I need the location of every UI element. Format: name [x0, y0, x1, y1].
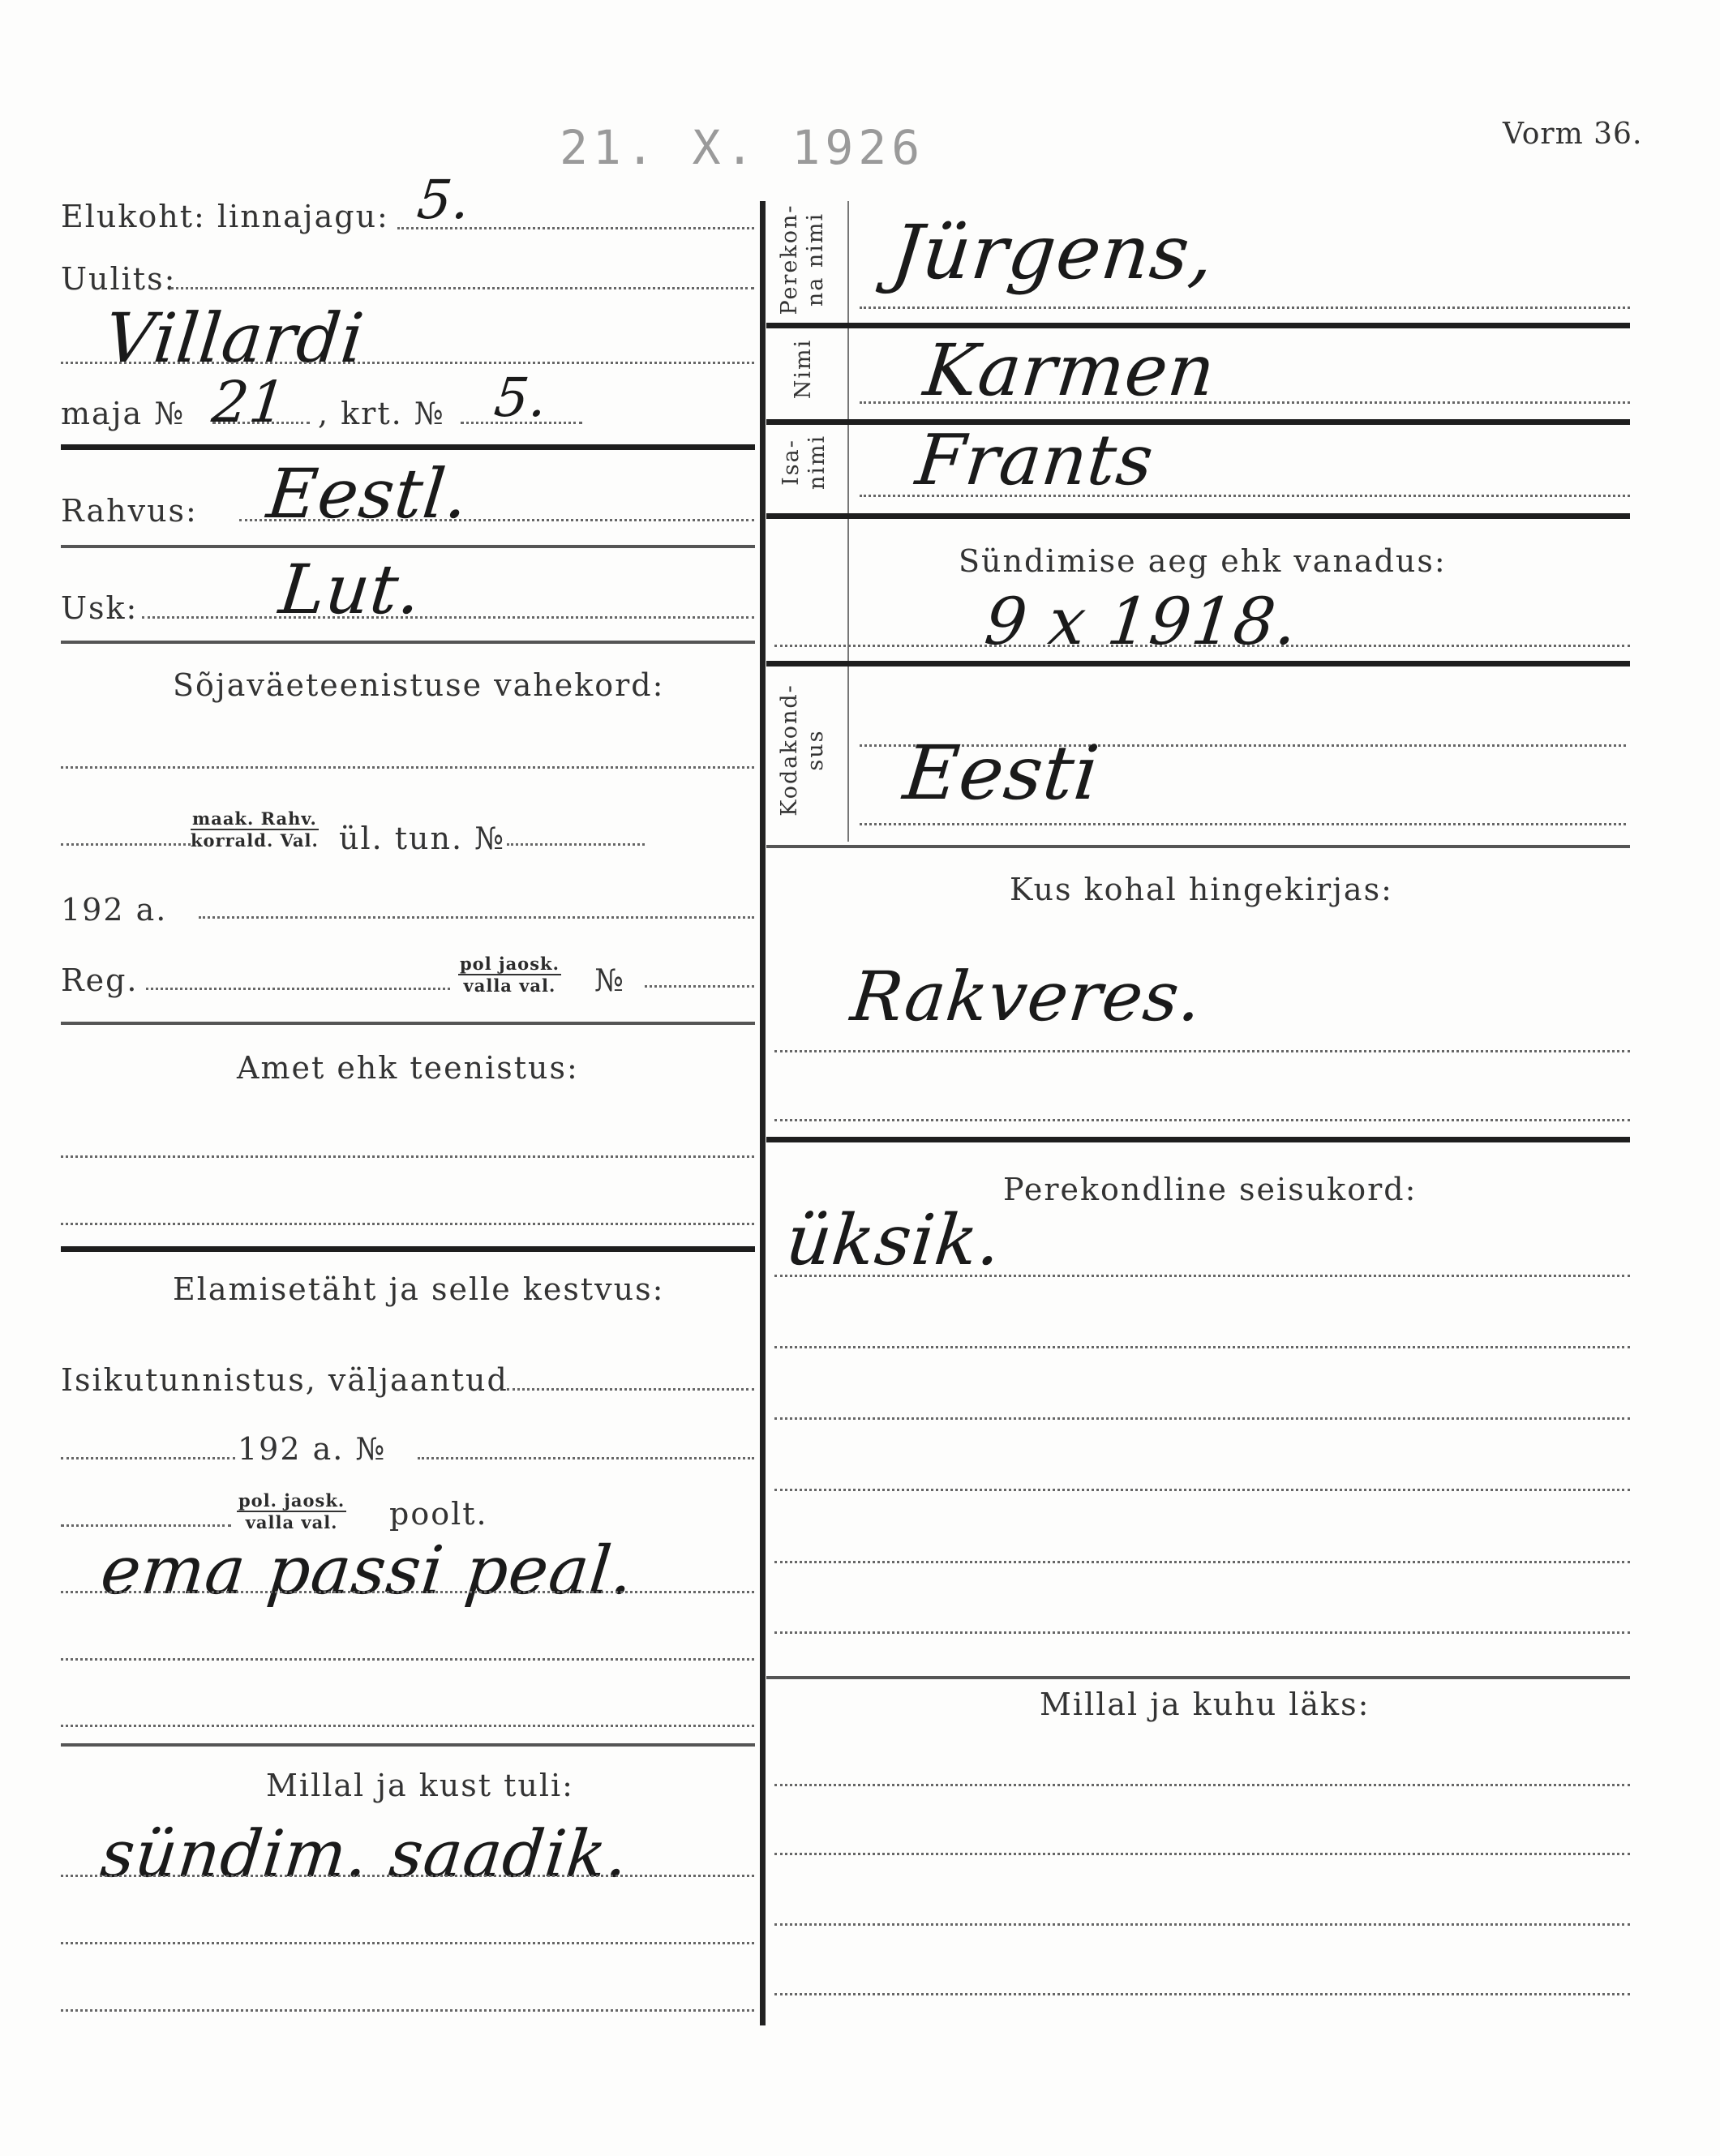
sojavae-line-2a: [61, 843, 191, 846]
year2-label: 192 a. №: [238, 1431, 387, 1467]
ul-tun-label: ül. tun. №: [339, 821, 506, 856]
isanimi-label: Isa- nimi: [779, 434, 830, 491]
usk-label: Usk:: [61, 590, 139, 626]
pol-fraction: [458, 954, 561, 996]
divider-amet: [61, 1246, 755, 1252]
perekondline-line-3: [774, 1417, 1630, 1420]
krt-value: 5.: [491, 366, 551, 429]
uulits-value: Villardi: [101, 298, 368, 378]
amet-heading: Amet ehk teenistus:: [237, 1050, 579, 1086]
kodakondsus-line-2: [860, 823, 1626, 825]
divider-perekonnanimi: [766, 323, 1630, 328]
year-line: [199, 916, 754, 919]
form-number: Vorm 36.: [1503, 118, 1643, 151]
divider-synd: [766, 661, 1630, 667]
synd-heading: Sündimise aeg ehk vanadus:: [959, 543, 1447, 579]
reg-label: Reg.: [61, 962, 139, 998]
divider-elamis: [61, 1743, 755, 1747]
center-divider: [760, 201, 766, 2025]
millal-tuli-heading: Millal ja kust tuli:: [266, 1768, 574, 1803]
sojavae-heading: Sõjaväeteenistuse vahekord:: [173, 667, 665, 703]
uulits-line-2: [61, 362, 754, 364]
ul-tun-line: [507, 843, 645, 846]
rahvus-label: Rahvus:: [61, 493, 198, 529]
millal-laks-heading: Millal ja kuhu läks:: [1040, 1687, 1370, 1722]
millal-tuli-line-3: [61, 2009, 754, 2012]
pol-fraction-2: [237, 1490, 346, 1532]
millal-tuli-line-1: [61, 1875, 754, 1877]
fraction-top: pol. jaosk.: [238, 1490, 345, 1511]
kodakondsus-value: Eesti: [899, 730, 1104, 817]
poolt-line: [61, 1524, 231, 1527]
sojavae-line-1: [61, 766, 754, 769]
perekondline-line-5: [774, 1561, 1630, 1563]
divider-usk: [61, 641, 755, 644]
isanimi-line: [860, 495, 1630, 497]
divider-isanimi: [766, 513, 1630, 519]
divider-reg: [61, 1022, 755, 1025]
perekonnanimi-value: Jürgens,: [887, 209, 1219, 296]
isikutunnistus-label: Isikutunnistus, väljaantud: [61, 1362, 508, 1398]
perekondline-line-2: [774, 1346, 1630, 1348]
year-label: 192 a.: [61, 892, 168, 928]
millal-tuli-value: sündim. saadik.: [97, 1816, 633, 1892]
rahvus-value: Eestl.: [263, 454, 473, 534]
millal-tuli-line-2: [61, 1942, 754, 1944]
hingekiri-line-1: [774, 1050, 1630, 1052]
nimi-label: Nimi: [791, 338, 816, 400]
maja-label: maja №: [61, 396, 186, 431]
krt-label: , krt. №: [318, 396, 445, 431]
amet-line-1: [61, 1155, 754, 1158]
usk-line: [142, 616, 754, 619]
elukoht-label: Elukoht: linnajagu:: [61, 199, 389, 234]
millal-laks-line-3: [774, 1923, 1630, 1926]
date-stamp: 21. X. 1926: [560, 120, 925, 175]
year2-line-a: [61, 1457, 235, 1459]
year2-line-b: [418, 1457, 754, 1459]
divider-rahvus: [61, 545, 755, 548]
perekondline-value: üksik.: [782, 1200, 1006, 1281]
isanimi-value: Frants: [911, 420, 1158, 501]
fraction-bottom: korrald. Val.: [191, 830, 319, 851]
reg-no-line: [645, 985, 754, 988]
millal-laks-line-1: [774, 1784, 1630, 1786]
maja-value: 21: [208, 369, 290, 435]
elamis-line-1: [61, 1591, 754, 1593]
nimi-value: Karmen: [920, 328, 1220, 412]
divider-kodakondsus: [766, 845, 1630, 848]
fraction-top: maak. Rahv.: [191, 808, 319, 830]
millal-laks-line-4: [774, 1993, 1630, 1995]
elukoht-value: 5.: [414, 169, 474, 231]
perekondline-line-4: [774, 1489, 1630, 1491]
elamis-line-3: [61, 1725, 754, 1727]
side-label-separator: [847, 201, 849, 842]
synd-value: 9 x 1918.: [981, 584, 1302, 659]
uulits-line-1: [170, 287, 754, 289]
elamis-value: ema passi peal.: [97, 1532, 638, 1609]
perekondline-line-1: [774, 1275, 1630, 1277]
kodakondsus-label: Kodakond- sus: [777, 684, 828, 817]
maak-fraction: [191, 808, 319, 851]
poolt-label: poolt.: [389, 1496, 488, 1532]
reg-no-label: №: [594, 962, 625, 998]
divider-nimi: [766, 419, 1630, 425]
fraction-bottom: valla val.: [245, 1512, 338, 1532]
hingekiri-heading: Kus kohal hingekirjas:: [1010, 872, 1393, 907]
reg-line: [146, 988, 450, 990]
perekonnanimi-line: [860, 306, 1630, 309]
perekondline-line-6: [774, 1631, 1630, 1634]
elamis-line-2: [61, 1658, 754, 1661]
amet-line-2: [61, 1223, 754, 1225]
synd-line: [774, 645, 1630, 647]
perekonnanimi-label: Perekon- na nimi: [777, 204, 828, 315]
elamis-heading: Elamisetäht ja selle kestvus:: [173, 1271, 665, 1307]
uulits-label: Uulits:: [61, 261, 177, 297]
isikutunnistus-line: [507, 1388, 754, 1391]
fraction-bottom: valla val.: [463, 975, 556, 996]
divider-hingekiri: [766, 1137, 1630, 1142]
divider-perekondline: [766, 1676, 1630, 1679]
nimi-line: [860, 401, 1630, 404]
divider-maja: [61, 444, 755, 450]
perekondline-heading: Perekondline seisukord:: [1003, 1172, 1418, 1207]
millal-laks-line-2: [774, 1853, 1630, 1855]
hingekiri-value: Rakveres.: [847, 957, 1207, 1036]
hingekiri-line-2: [774, 1119, 1630, 1121]
fraction-top: pol jaosk.: [460, 954, 560, 974]
usk-value: Lut.: [275, 550, 426, 629]
